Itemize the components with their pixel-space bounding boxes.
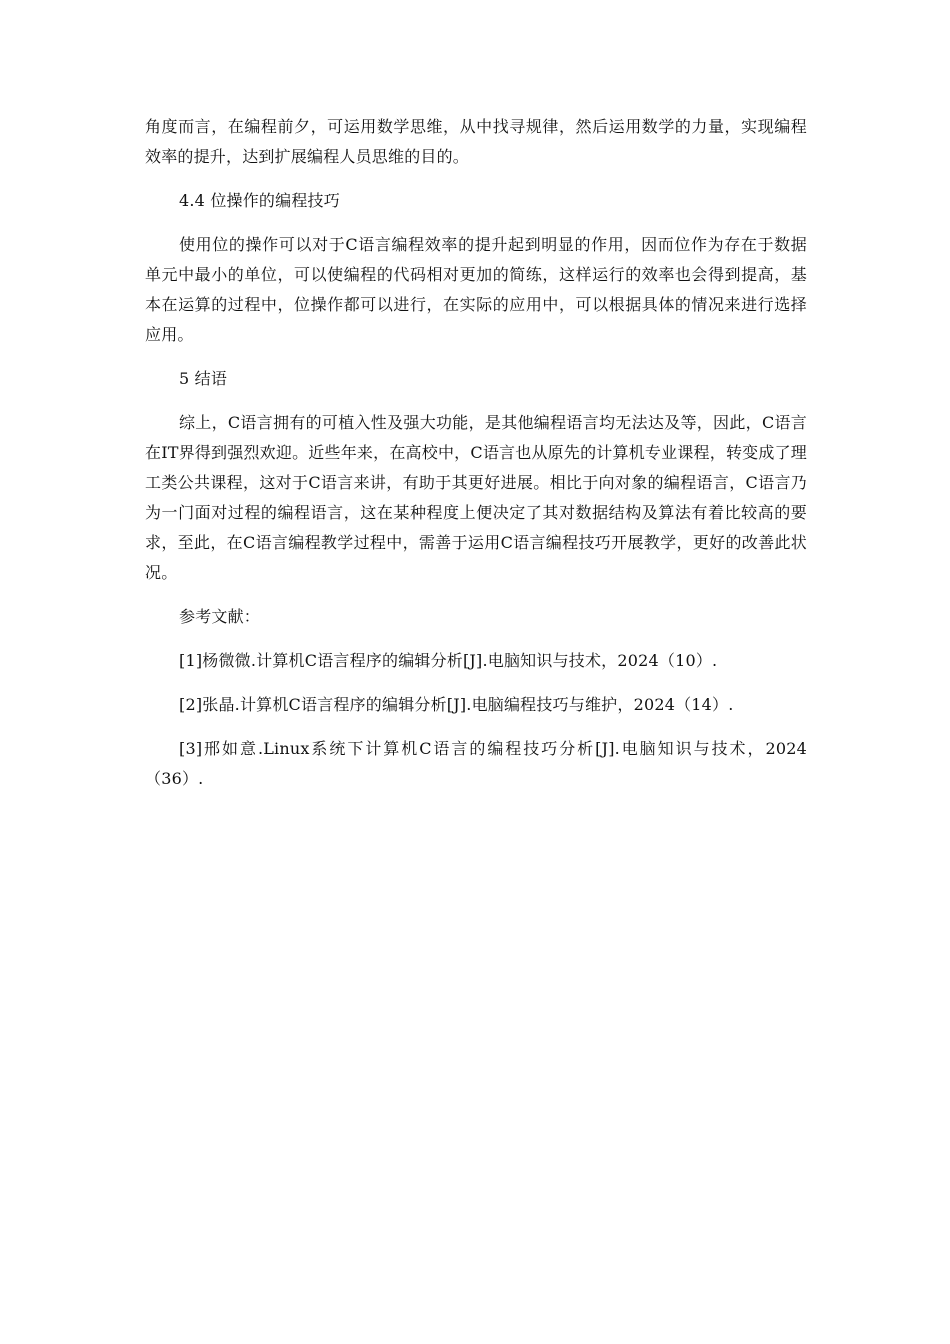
- reference-item-1: [1]杨微微.计算机C语言程序的编辑分析[J].电脑知识与技术，2024（10）.: [179, 651, 718, 670]
- document-page: [145, 112, 807, 808]
- reference-item-3: [3]邢如意.Linux系统下计算机C语言的编程技巧分析[J].电脑知识与技术，2024（36）.: [145, 739, 807, 788]
- section-heading-4-4: 4.4 位操作的编程技巧: [179, 191, 340, 210]
- paragraph-continuation: 角度而言，在编程前夕，可运用数学思维，从中找寻规律，然后运用数学的力量，实现编程效率的提升，达到扩展编程人员思维的目的。: [145, 117, 807, 166]
- paragraph-bit-operations: 使用位的操作可以对于C语言编程效率的提升起到明显的作用，因而位作为存在于数据单元中最小的单位，可以使编程的代码相对更加的简练，这样运行的效率也会得到提高，基本在运算的过程中，位操作都可以进行，在实际的应用中，可以根据具体的情况来进行选择应用。: [145, 235, 807, 344]
- reference-item-2: [2]张晶.计算机C语言程序的编辑分析[J].电脑编程技巧与维护，2024（14）.: [179, 695, 734, 714]
- section-heading-conclusion: 5 结语: [179, 369, 228, 388]
- paragraph-conclusion: 综上，C语言拥有的可植入性及强大功能，是其他编程语言均无法达及等，因此，C语言在IT界得到强烈欢迎。近些年来，在高校中，C语言也从原先的计算机专业课程，转变成了理工类公共课程，这对于C语言来讲，有助于其更好进展。相比于向对象的编程语言，C语言乃为一门面对过程的编程语言，这在某种程度上便决定了其对数据结构及算法有着比较高的要求，至此，在C语言编程教学过程中，需善于运用C语言编程技巧开展教学，更好的改善此状况。: [145, 413, 807, 582]
- references-heading: 参考文献：: [179, 607, 261, 626]
